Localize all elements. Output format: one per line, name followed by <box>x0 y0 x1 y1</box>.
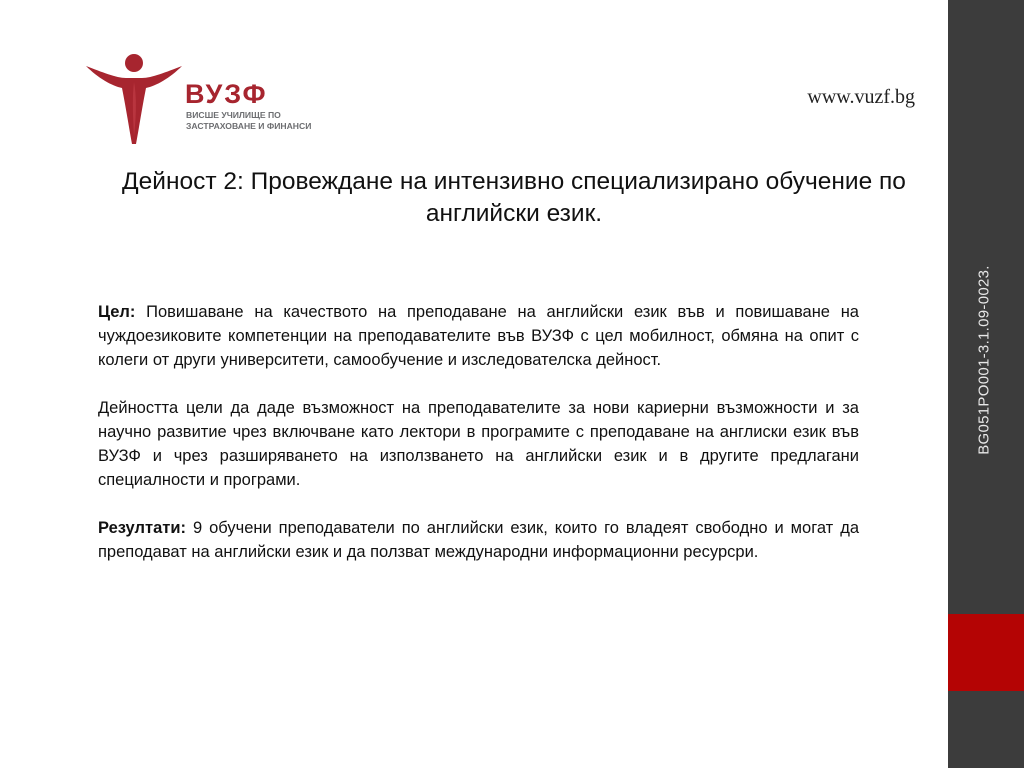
vuzf-figure-icon <box>84 48 184 148</box>
results-label: Резултати: <box>98 519 186 537</box>
goal-text: Повишаване на качеството на преподаване на английски език във и повишаване на чуждоезиковите компетенции на преподавателите във ВУЗФ с цел мобилност, обмяна на опит с колеги от други университети, самообучение и изследователска дейност. <box>98 303 859 369</box>
goal-label: Цел: <box>98 303 136 321</box>
results-paragraph <box>98 516 859 564</box>
activity-text: Дейността цели да даде възможност на преподавателите за нови кариерни възможности и за научно развитие чрез включване като лектори в програмите с преподаване на англиски език във ВУЗФ и чрез разширяването на използването на английски език и в другите предлагани специалности и програми. <box>98 399 859 489</box>
logo-subtitle-line: ВИСШЕ УЧИЛИЩЕ ПО <box>186 110 281 120</box>
sidebar-accent-block <box>948 614 1024 691</box>
slide-title: Дейност 2: Провеждане на интензивно специализирано обучение по английски език. <box>122 168 906 227</box>
logo-subtitle <box>186 110 346 131</box>
goal-paragraph <box>98 300 859 372</box>
logo-name: ВУЗФ <box>185 79 268 109</box>
content-body <box>98 300 859 588</box>
results-text: 9 обучени преподаватели по английски език, които го владеят свободно и могат да преподават на английски език и да ползват международни информационни ресурсри. <box>98 519 859 561</box>
activity-paragraph <box>98 396 859 492</box>
project-code: BG051PO001-3.1.09-0023. <box>975 265 993 455</box>
logo-subtitle-line: ЗАСТРАХОВАНЕ И ФИНАНСИ <box>186 120 312 131</box>
website-link[interactable]: www.vuzf.bg <box>807 86 915 108</box>
vuzf-logo[interactable] <box>84 48 334 148</box>
